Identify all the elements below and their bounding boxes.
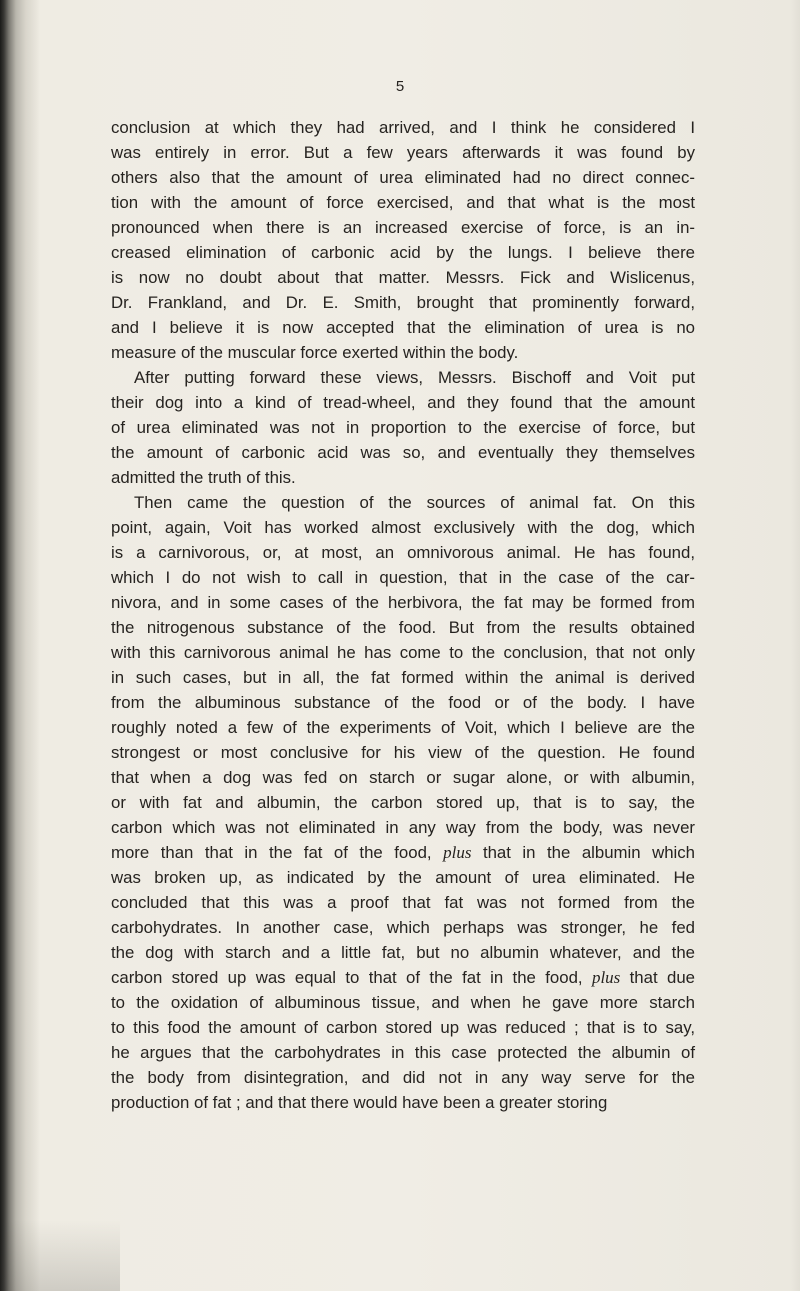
text-line: from the albuminous substance of the food or of the body. I have: [111, 693, 695, 712]
text-line: which I do not wish to call in question, that in the case of the car-: [111, 568, 695, 587]
text-line: of urea eliminated was not in proportion to the exercise of force, but: [111, 418, 695, 437]
text-line: roughly noted a few of the experiments of Voit, which I believe are the: [111, 718, 695, 737]
text-line: creased elimination of carbonic acid by the lungs. I believe there: [111, 243, 695, 262]
text-line: is now no doubt about that matter. Messrs. Fick and Wislicenus,: [111, 268, 695, 287]
binding-shadow: [0, 1220, 120, 1291]
text-line: and I believe it is now accepted that the elimination of urea is no: [111, 318, 695, 337]
text-line: carbon stored up was equal to that of the fat in the food, plus that due: [111, 968, 695, 987]
text-line: strongest or most conclusive for his view of the question. He found: [111, 743, 695, 762]
text-line: that when a dog was fed on starch or sugar alone, or with albumin,: [111, 768, 695, 787]
text-line: carbohydrates. In another case, which perhaps was stronger, he fed: [111, 918, 695, 937]
text-line: to the oxidation of albuminous tissue, and when he gave more starch: [111, 993, 695, 1012]
text-line: pronounced when there is an increased exercise of force, is an in-: [111, 218, 695, 237]
text-line: nivora, and in some cases of the herbivora, the fat may be formed from: [111, 593, 695, 612]
text-line: was broken up, as indicated by the amount of urea eliminated. He: [111, 868, 695, 887]
text-line: he argues that the carbohydrates in this case protected the albumin of: [111, 1043, 695, 1062]
text-line: more than that in the fat of the food, plus that in the albumin which: [111, 843, 695, 862]
text-line: was entirely in error. But a few years afterwards it was found by: [111, 143, 695, 162]
paragraph: [111, 490, 695, 1115]
text-line: the amount of carbonic acid was so, and eventually they themselves: [111, 443, 695, 462]
text-line: in such cases, but in all, the fat formed within the animal is derived: [111, 668, 695, 687]
italic-word: plus: [443, 843, 472, 862]
text-line: carbon which was not eliminated in any way from the body, was never: [111, 818, 695, 837]
text-line: to this food the amount of carbon stored up was reduced ; that is to say,: [111, 1018, 695, 1037]
text-line: the body from disintegration, and did not in any way serve for the: [111, 1068, 695, 1087]
paragraph: [111, 115, 695, 365]
text-line: tion with the amount of force exercised, and that what is the most: [111, 193, 695, 212]
body-text: [111, 115, 695, 1115]
text-line: Dr. Frankland, and Dr. E. Smith, brought that prominently forward,: [111, 293, 695, 312]
text-line: After putting forward these views, Messrs. Bischoff and Voit put: [134, 368, 695, 387]
text-line: or with fat and albumin, the carbon stored up, that is to say, the: [111, 793, 695, 812]
text-line: point, again, Voit has worked almost exclusively with the dog, which: [111, 518, 695, 537]
text-line: concluded that this was a proof that fat was not formed from the: [111, 893, 695, 912]
text-line: production of fat ; and that there would have been a greater storing: [111, 1093, 608, 1112]
text-line: their dog into a kind of tread-wheel, and they found that the amount: [111, 393, 695, 412]
book-binding-edge: [0, 0, 40, 1291]
text-line: conclusion at which they had arrived, and I think he considered I: [111, 118, 695, 137]
text-line: others also that the amount of urea eliminated had no direct connec-: [111, 168, 695, 187]
text-line: with this carnivorous animal he has come to the conclusion, that not only: [111, 643, 695, 662]
italic-word: plus: [591, 968, 621, 987]
text-line: the nitrogenous substance of the food. But from the results obtained: [111, 618, 695, 637]
text-line: is a carnivorous, or, at most, an omnivorous animal. He has found,: [111, 543, 695, 562]
text-line: measure of the muscular force exerted within the body.: [111, 343, 519, 362]
text-line: admitted the truth of this.: [111, 468, 296, 487]
text-line: the dog with starch and a little fat, but no albumin whatever, and the: [111, 943, 695, 962]
page-number: 5: [395, 78, 405, 95]
text-line: Then came the question of the sources of animal fat. On this: [134, 493, 695, 512]
paragraph: [111, 365, 695, 490]
